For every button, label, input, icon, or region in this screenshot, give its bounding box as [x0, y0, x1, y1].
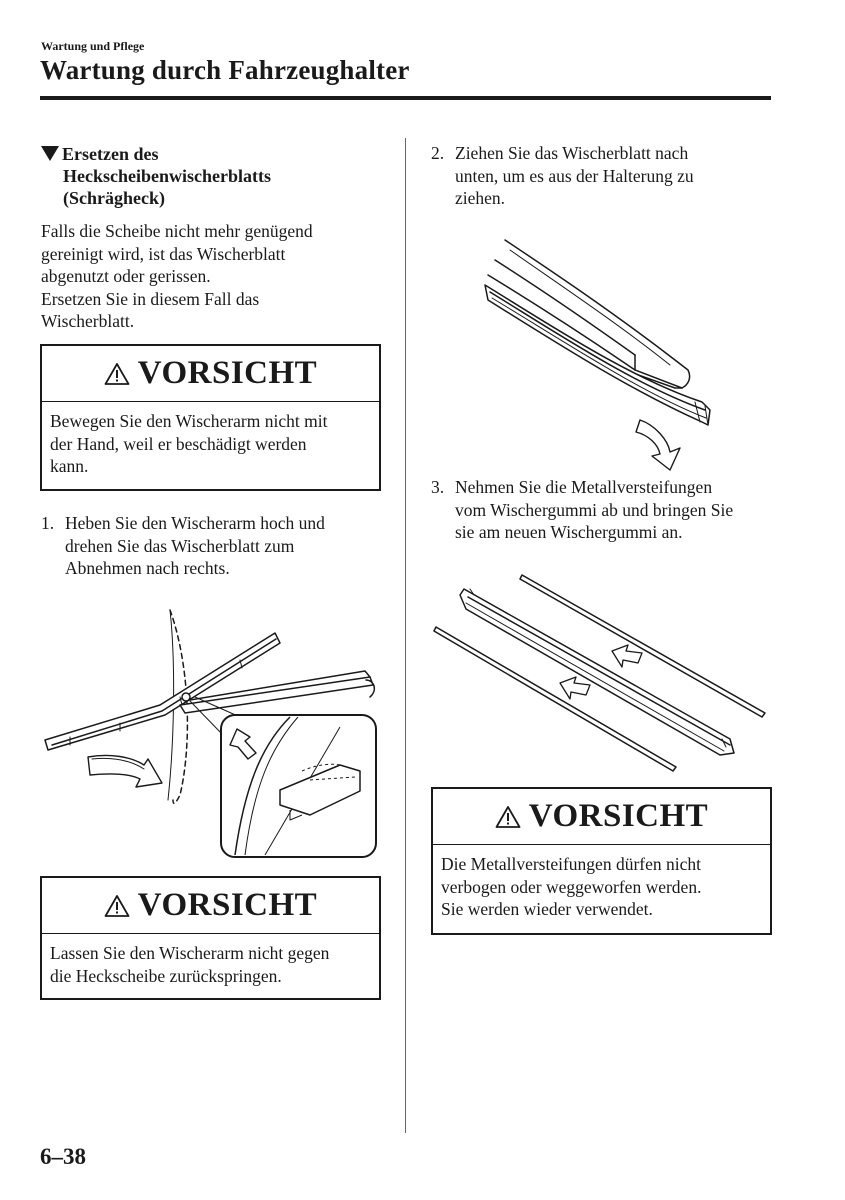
caution-box-1	[40, 344, 381, 491]
step-text	[65, 512, 325, 580]
step-line: Ziehen Sie das Wischerblatt nach	[455, 143, 689, 163]
step-line: ziehen.	[455, 188, 506, 208]
page-number: 6–38	[40, 1144, 86, 1169]
step-text	[455, 476, 733, 544]
step-number: 2.	[431, 143, 445, 163]
warning-triangle-icon	[104, 362, 130, 386]
caution-line: Sie werden wieder verwendet.	[441, 899, 653, 919]
caution-label: VORSICHT	[137, 887, 318, 923]
caution-line: der Hand, weil er beschädigt werden	[50, 433, 307, 454]
down-triangle-icon	[41, 146, 59, 161]
subheading	[41, 143, 371, 209]
metal-stiffeners-illustration	[430, 565, 775, 775]
step-3	[431, 476, 776, 544]
step-line: vom Wischergummi ab und bringen Sie	[455, 499, 734, 520]
caution-line: kann.	[50, 456, 89, 476]
caution-box-3	[431, 787, 772, 935]
intro-line: Ersetzen Sie in diesem Fall das	[41, 288, 260, 309]
title-rule	[40, 96, 771, 100]
intro-paragraph	[41, 220, 381, 333]
page-title: Wartung durch Fahrzeughalter	[40, 55, 410, 85]
caution-body	[42, 934, 379, 987]
caution-body	[433, 845, 770, 921]
step-number: 1.	[41, 513, 55, 533]
step-number: 3.	[431, 477, 445, 497]
caution-header	[42, 878, 379, 934]
subheading-line-1: Ersetzen des	[62, 144, 159, 164]
step-line: Abnehmen nach rechts.	[65, 558, 230, 578]
caution-label: VORSICHT	[528, 798, 709, 834]
step-2	[431, 142, 776, 210]
step-line: Heben Sie den Wischerarm hoch und	[65, 513, 325, 533]
caution-line: Bewegen Sie den Wischerarm nicht mit	[50, 411, 328, 431]
step-1	[41, 512, 381, 580]
section-label: Wartung und Pflege	[41, 39, 145, 53]
wiper-removal-illustration	[40, 605, 385, 865]
caution-body	[42, 402, 379, 478]
column-divider	[405, 138, 406, 1133]
intro-line: gereinigt wird, ist das Wischerblatt	[41, 243, 286, 264]
blade-pull-down-illustration	[470, 230, 730, 475]
step-line: sie am neuen Wischergummi an.	[455, 522, 683, 542]
caution-line: die Heckscheibe zurückspringen.	[50, 965, 282, 986]
intro-line: Wischerblatt.	[41, 311, 135, 331]
caution-line: Die Metallversteifungen dürfen nicht	[441, 854, 701, 874]
warning-triangle-icon	[495, 805, 521, 829]
intro-line: abgenutzt oder gerissen.	[41, 266, 211, 286]
warning-triangle-icon	[104, 894, 130, 918]
step-text	[455, 142, 694, 210]
intro-line: Falls die Scheibe nicht mehr genügend	[41, 221, 313, 241]
caution-header	[42, 346, 379, 402]
caution-line: Lassen Sie den Wischerarm nicht gegen	[50, 943, 330, 963]
caution-label: VORSICHT	[137, 355, 318, 391]
step-line: Nehmen Sie die Metallversteifungen	[455, 477, 713, 497]
step-line: unten, um es aus der Halterung zu	[455, 165, 694, 186]
caution-header	[433, 789, 770, 845]
caution-box-2	[40, 876, 381, 1000]
subheading-line-2: Heckscheibenwischerblatts	[63, 166, 271, 186]
caution-line: verbogen oder weggeworfen werden.	[441, 876, 702, 897]
subheading-line-3: (Schrägheck)	[63, 188, 165, 208]
step-line: drehen Sie das Wischerblatt zum	[65, 535, 295, 556]
